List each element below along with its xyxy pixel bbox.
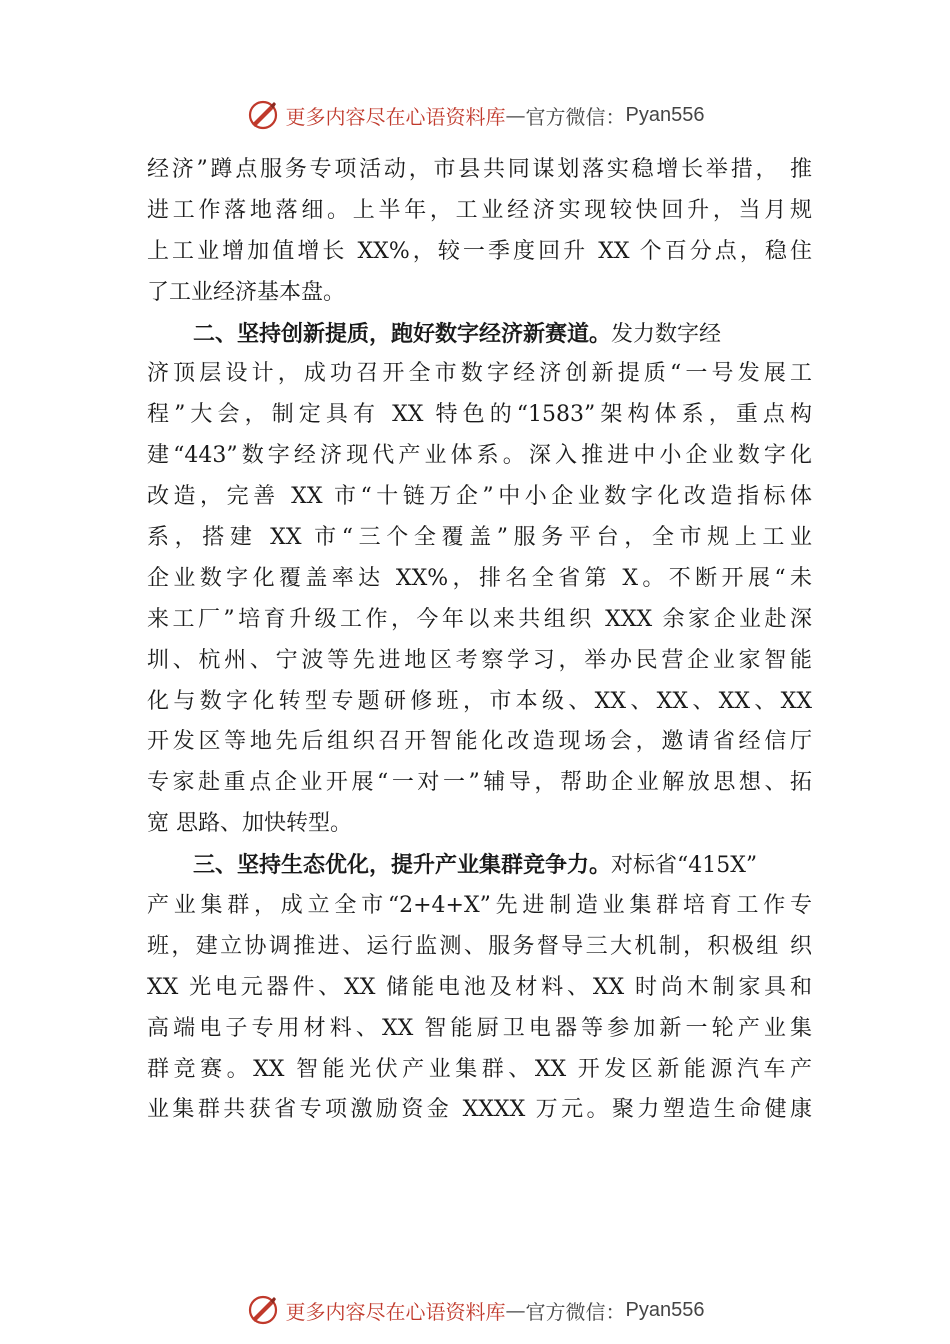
section-heading-two: 二、坚持创新提质，跑好数字经济新赛道。 [193, 320, 612, 347]
text-line: 程”大会，制定具有 XX 特色的“1583”架构体系，重点构 [147, 402, 812, 428]
footer-banner [0, 1290, 950, 1330]
text-run: 发力数字经 [611, 321, 722, 347]
banner-wechat-id: Pyan556 [625, 1298, 705, 1321]
text-line: 圳、杭州、宁波等先进地区考察学习，举办民营企业家智能 [147, 647, 812, 673]
text-line: 来工厂”培育升级工作，今年以来共组织 XXX 余家企业赴深 [147, 606, 812, 632]
header-banner [0, 95, 950, 135]
text-line: 企业数字化覆盖率达 XX%，排名全省第 X。不断开展“未 [147, 565, 812, 591]
text-line: 产业集群，成立全市“2+4+X”先进制造业集群培育工作专 [147, 893, 812, 919]
text-line: 高端电子专用材料、XX 智能厨卫电器等参加新一轮产业集 [147, 1015, 812, 1041]
text-line: 群竞赛。XX 智能光伏产业集群、XX 开发区新能源汽车产 [147, 1056, 812, 1082]
document-body [147, 150, 812, 1131]
pen-logo-icon [246, 1293, 280, 1327]
banner-wechat-id: Pyan556 [625, 103, 705, 126]
text-line: 业集群共获省专项激励资金 XXXX 万元。聚力塑造生命健康 [147, 1097, 812, 1123]
section-heading-three: 三、坚持生态优化，提升产业集群竞争力。 [193, 852, 612, 879]
text-line: 开发区等地先后组织召开智能化改造现场会，邀请省经信厅 [147, 729, 812, 755]
text-line: XX 光电元器件、XX 储能电池及材料、XX 时尚木制家具和 [147, 974, 812, 1000]
banner-dash: — [505, 103, 526, 127]
text-line: 专家赴重点企业开展“一对一”辅导，帮助企业解放思想、拓 [147, 770, 812, 796]
paragraph-first-line [147, 845, 812, 886]
banner-library-text: 更多内容尽在心语资料库 [285, 1299, 506, 1324]
text-line: 了工业经济基本盘。 [147, 279, 346, 305]
pen-logo-icon [246, 98, 280, 132]
text-line: 系，搭建 XX 市“三个全覆盖”服务平台，全市规上工业 [147, 525, 812, 551]
banner-dash: — [505, 1298, 526, 1322]
banner-wechat-label: 官方微信： [525, 1299, 626, 1324]
text-line: 化与数字化转型专题研修班，市本级、XX、XX、XX、XX [147, 688, 812, 714]
text-line: 经济”蹲点服务专项活动，市县共同谋划落实稳增长举措， 推 [147, 157, 812, 182]
text-line: 宽 思路、加快转型。 [147, 811, 352, 837]
text-line: 上工业增加值增长 XX%，较一季度回升 XX 个百分点，稳住 [147, 238, 812, 264]
banner-library-text: 更多内容尽在心语资料库 [285, 104, 506, 129]
banner-wechat-label: 官方微信： [525, 104, 626, 129]
text-line: 班，建立协调推进、运行监测、服务督导三大机制，积极组 织 [147, 933, 812, 959]
text-line: 改造，完善 XX 市“十链万企”中小企业数字化改造指标体 [147, 484, 812, 510]
text-line: 济顶层设计，成功召开全市数字经济创新提质“一号发展工 [147, 361, 812, 387]
text-line: 建“443”数字经济现代产业体系。深入推进中小企业数字化 [147, 443, 812, 469]
text-line: 进工作落地落细。上半年，工业经济实现较快回升，当月规 [147, 197, 812, 223]
text-run: 对标省“415X” [611, 853, 758, 879]
paragraph-first-line [147, 314, 812, 355]
